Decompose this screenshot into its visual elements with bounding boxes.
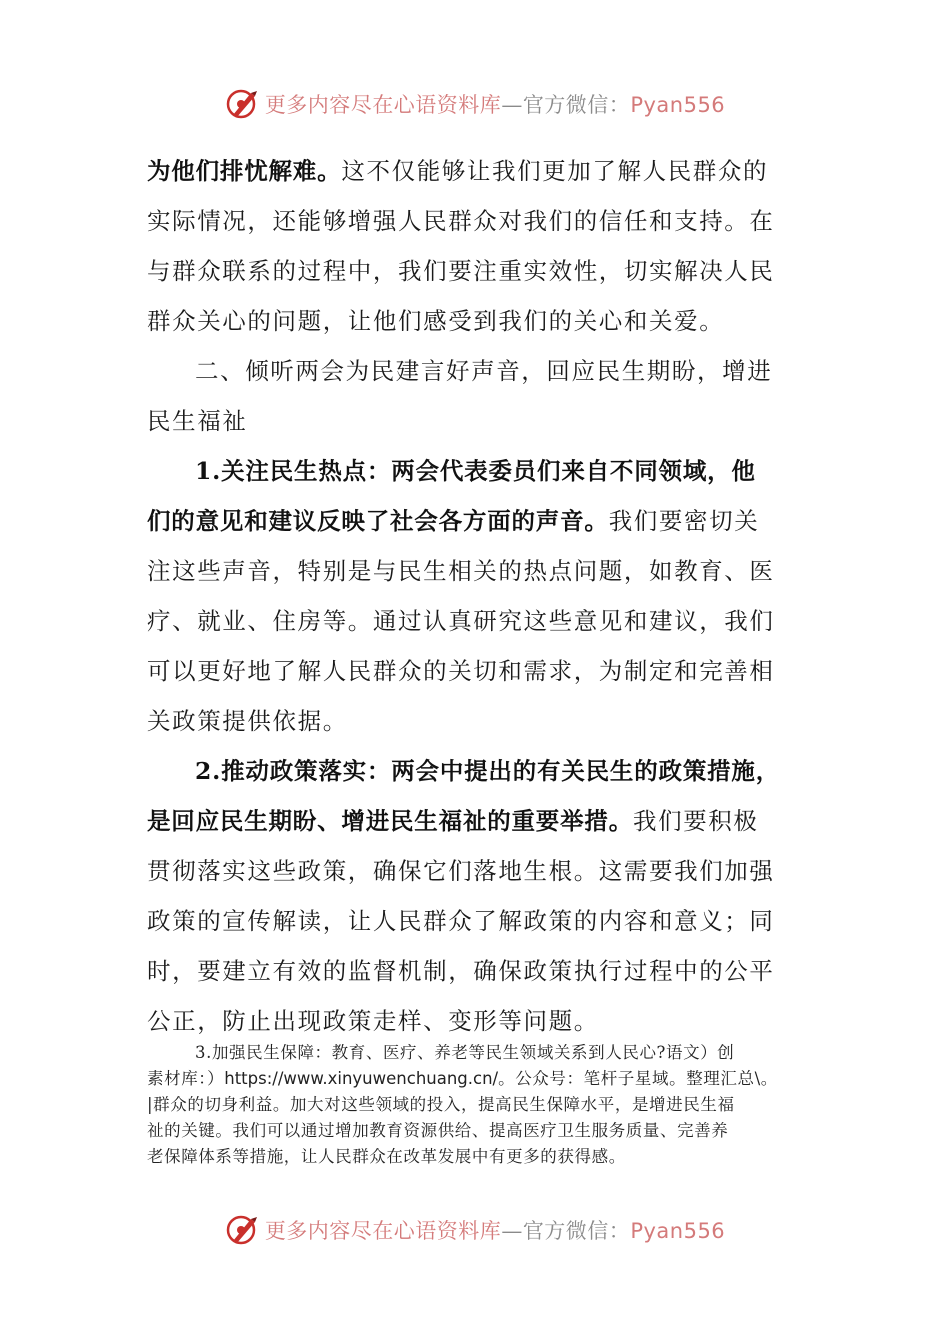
- paragraph-line: 时，要建立有效的监督机制，确保政策执行过程中的公平: [147, 957, 775, 985]
- paragraph-line: 与群众联系的过程中，我们要注重实效性，切实解决人民: [147, 257, 775, 285]
- paragraph-line: 素材库：）https://www.xinyuwenchuang.cn/。公众号：笔杆子星域。整理汇总\。: [147, 1069, 778, 1088]
- item-1-heading: 1.关注民生热点：两会代表委员们来自不同领域，他: [195, 457, 756, 485]
- paragraph-line: 实际情况，还能够增强人民群众对我们的信任和支持。在: [147, 207, 775, 235]
- paragraph-line: 们的意见和建议反映了社会各方面的声音。我们要密切关: [147, 507, 760, 535]
- paragraph-line: 祉的关键。我们可以通过增加教育资源供给、提高医疗卫生服务质量、完善养: [147, 1121, 729, 1140]
- footer-watermark-banner: [0, 1208, 950, 1252]
- paragraph-line: 关政策提供依据。: [147, 707, 348, 735]
- paragraph-line: 群众关心的问题，让他们感受到我们的关心和关爱。: [147, 307, 725, 335]
- banner-text: 更多内容尽在心语资料库—官方微信：Pyan556: [264, 93, 726, 117]
- paragraph-line: 可以更好地了解人民群众的关切和需求，为制定和完善相: [147, 657, 775, 685]
- banner-text: 更多内容尽在心语资料库—官方微信：Pyan556: [264, 1219, 726, 1243]
- paragraph-line: |群众的切身利益。加大对这些领域的投入，提高民生保障水平，是增进民生福: [147, 1095, 735, 1114]
- paragraph-line: 老保障体系等措施，让人民群众在改革发展中有更多的获得感。: [147, 1147, 626, 1166]
- item-3-paragraph: [147, 1040, 807, 1170]
- header-watermark-banner: [0, 82, 950, 126]
- paragraph-line: 贯彻落实这些政策，确保它们落地生根。这需要我们加强: [147, 857, 775, 885]
- paragraph-line: 为他们排忧解难。这不仅能够让我们更加了解人民群众的: [147, 157, 769, 185]
- paragraph-line: 注这些声音，特别是与民生相关的热点问题，如教育、医: [147, 557, 775, 585]
- paragraph-line: 是回应民生期盼、增进民生福祉的重要举措。我们要积极: [147, 807, 759, 835]
- section-heading: 二、倾听两会为民建言好声音，回应民生期盼，增进: [195, 357, 773, 385]
- paragraph-line: 3.加强民生保障：教育、医疗、养老等民生领域关系到人民心?语文）创: [195, 1043, 735, 1062]
- source-url-link[interactable]: https://www.xinyuwenchuang.cn/: [224, 1069, 499, 1088]
- pen-circle-logo-icon: [225, 1213, 259, 1247]
- pen-circle-logo-icon: [225, 87, 259, 121]
- section-heading: 民生福祉: [147, 407, 248, 435]
- document-body: [147, 146, 787, 1046]
- paragraph-line: 疗、就业、住房等。通过认真研究这些意见和建议，我们: [147, 607, 775, 635]
- paragraph-line: 政策的宣传解读，让人民群众了解政策的内容和意义；同: [147, 907, 775, 935]
- item-2-heading: 2.推动政策落实：两会中提出的有关民生的政策措施，: [195, 757, 781, 785]
- paragraph-line: 公正，防止出现政策走样、变形等问题。: [147, 1007, 599, 1035]
